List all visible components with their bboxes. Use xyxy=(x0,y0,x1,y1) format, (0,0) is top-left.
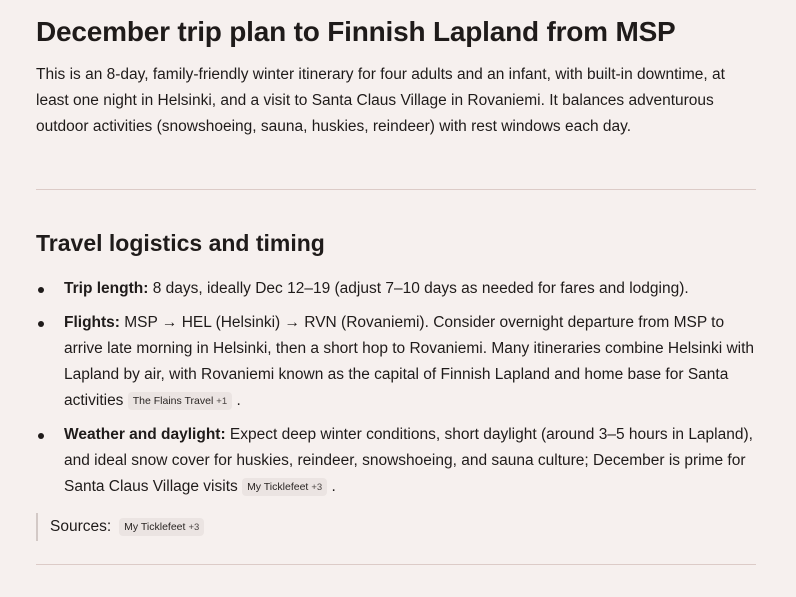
logistics-list xyxy=(36,276,756,500)
item-end: . xyxy=(331,478,336,495)
bullet-dot xyxy=(38,321,44,327)
intro-paragraph: This is an 8-day, family-friendly winter itinerary for four adults and an infant, with built-in downtime, at least one night in Helsinki, and a visit to Santa Claus Village in Rovaniemi. It balances adventurous outdoor activities (snowshoeing, sauna, huskies, reindeer) with rest windows each day. xyxy=(36,66,725,135)
sources-label: Sources: xyxy=(50,518,112,535)
citation-count: +1 xyxy=(216,396,228,407)
section-heading: Travel logistics and timing xyxy=(36,230,325,256)
citation-source: The Flains Travel xyxy=(132,395,214,407)
section-divider xyxy=(36,564,756,565)
list-item-flights xyxy=(36,310,756,414)
sources-chip[interactable] xyxy=(119,518,204,536)
bullet-dot xyxy=(38,433,44,439)
citation-count: +3 xyxy=(311,482,323,493)
list-item-weather xyxy=(36,422,756,500)
bullet-dot xyxy=(38,287,44,293)
citation-chip[interactable] xyxy=(128,392,232,410)
item-label: Flights: xyxy=(64,314,120,331)
citation-chip[interactable] xyxy=(242,478,327,496)
item-text: Expect deep winter conditions, short daylight (around 3–5 hours in Lapland), and ideal snow cover for huskies, reindeer, snowshoeing, and sauna culture; December is prime for Santa Claus Village visits xyxy=(64,426,753,495)
list-item-trip-length xyxy=(36,276,756,302)
item-text: 8 days, ideally Dec 12–19 (adjust 7–10 days as needed for fares and lodging). xyxy=(148,280,689,297)
section-divider xyxy=(36,189,756,190)
citation-source: My Ticklefeet xyxy=(124,521,186,533)
citation-source: My Ticklefeet xyxy=(247,481,309,493)
item-end: . xyxy=(236,392,241,409)
page-title: December trip plan to Finnish Lapland from MSP xyxy=(36,16,676,47)
citation-count: +3 xyxy=(188,522,200,533)
item-text: MSP → HEL (Helsinki) → RVN (Rovaniemi). Consider overnight departure from MSP to arrive late morning in Helsinki, then a short hop to Rovaniemi. Many itineraries combine Helsinki with Lapland by air, with Rovaniemi known as the capital of Finnish Lapland and home base for Santa activities xyxy=(64,314,755,409)
sources-block xyxy=(36,513,204,541)
item-label: Weather and daylight: xyxy=(64,426,226,443)
item-label: Trip length: xyxy=(64,280,149,297)
